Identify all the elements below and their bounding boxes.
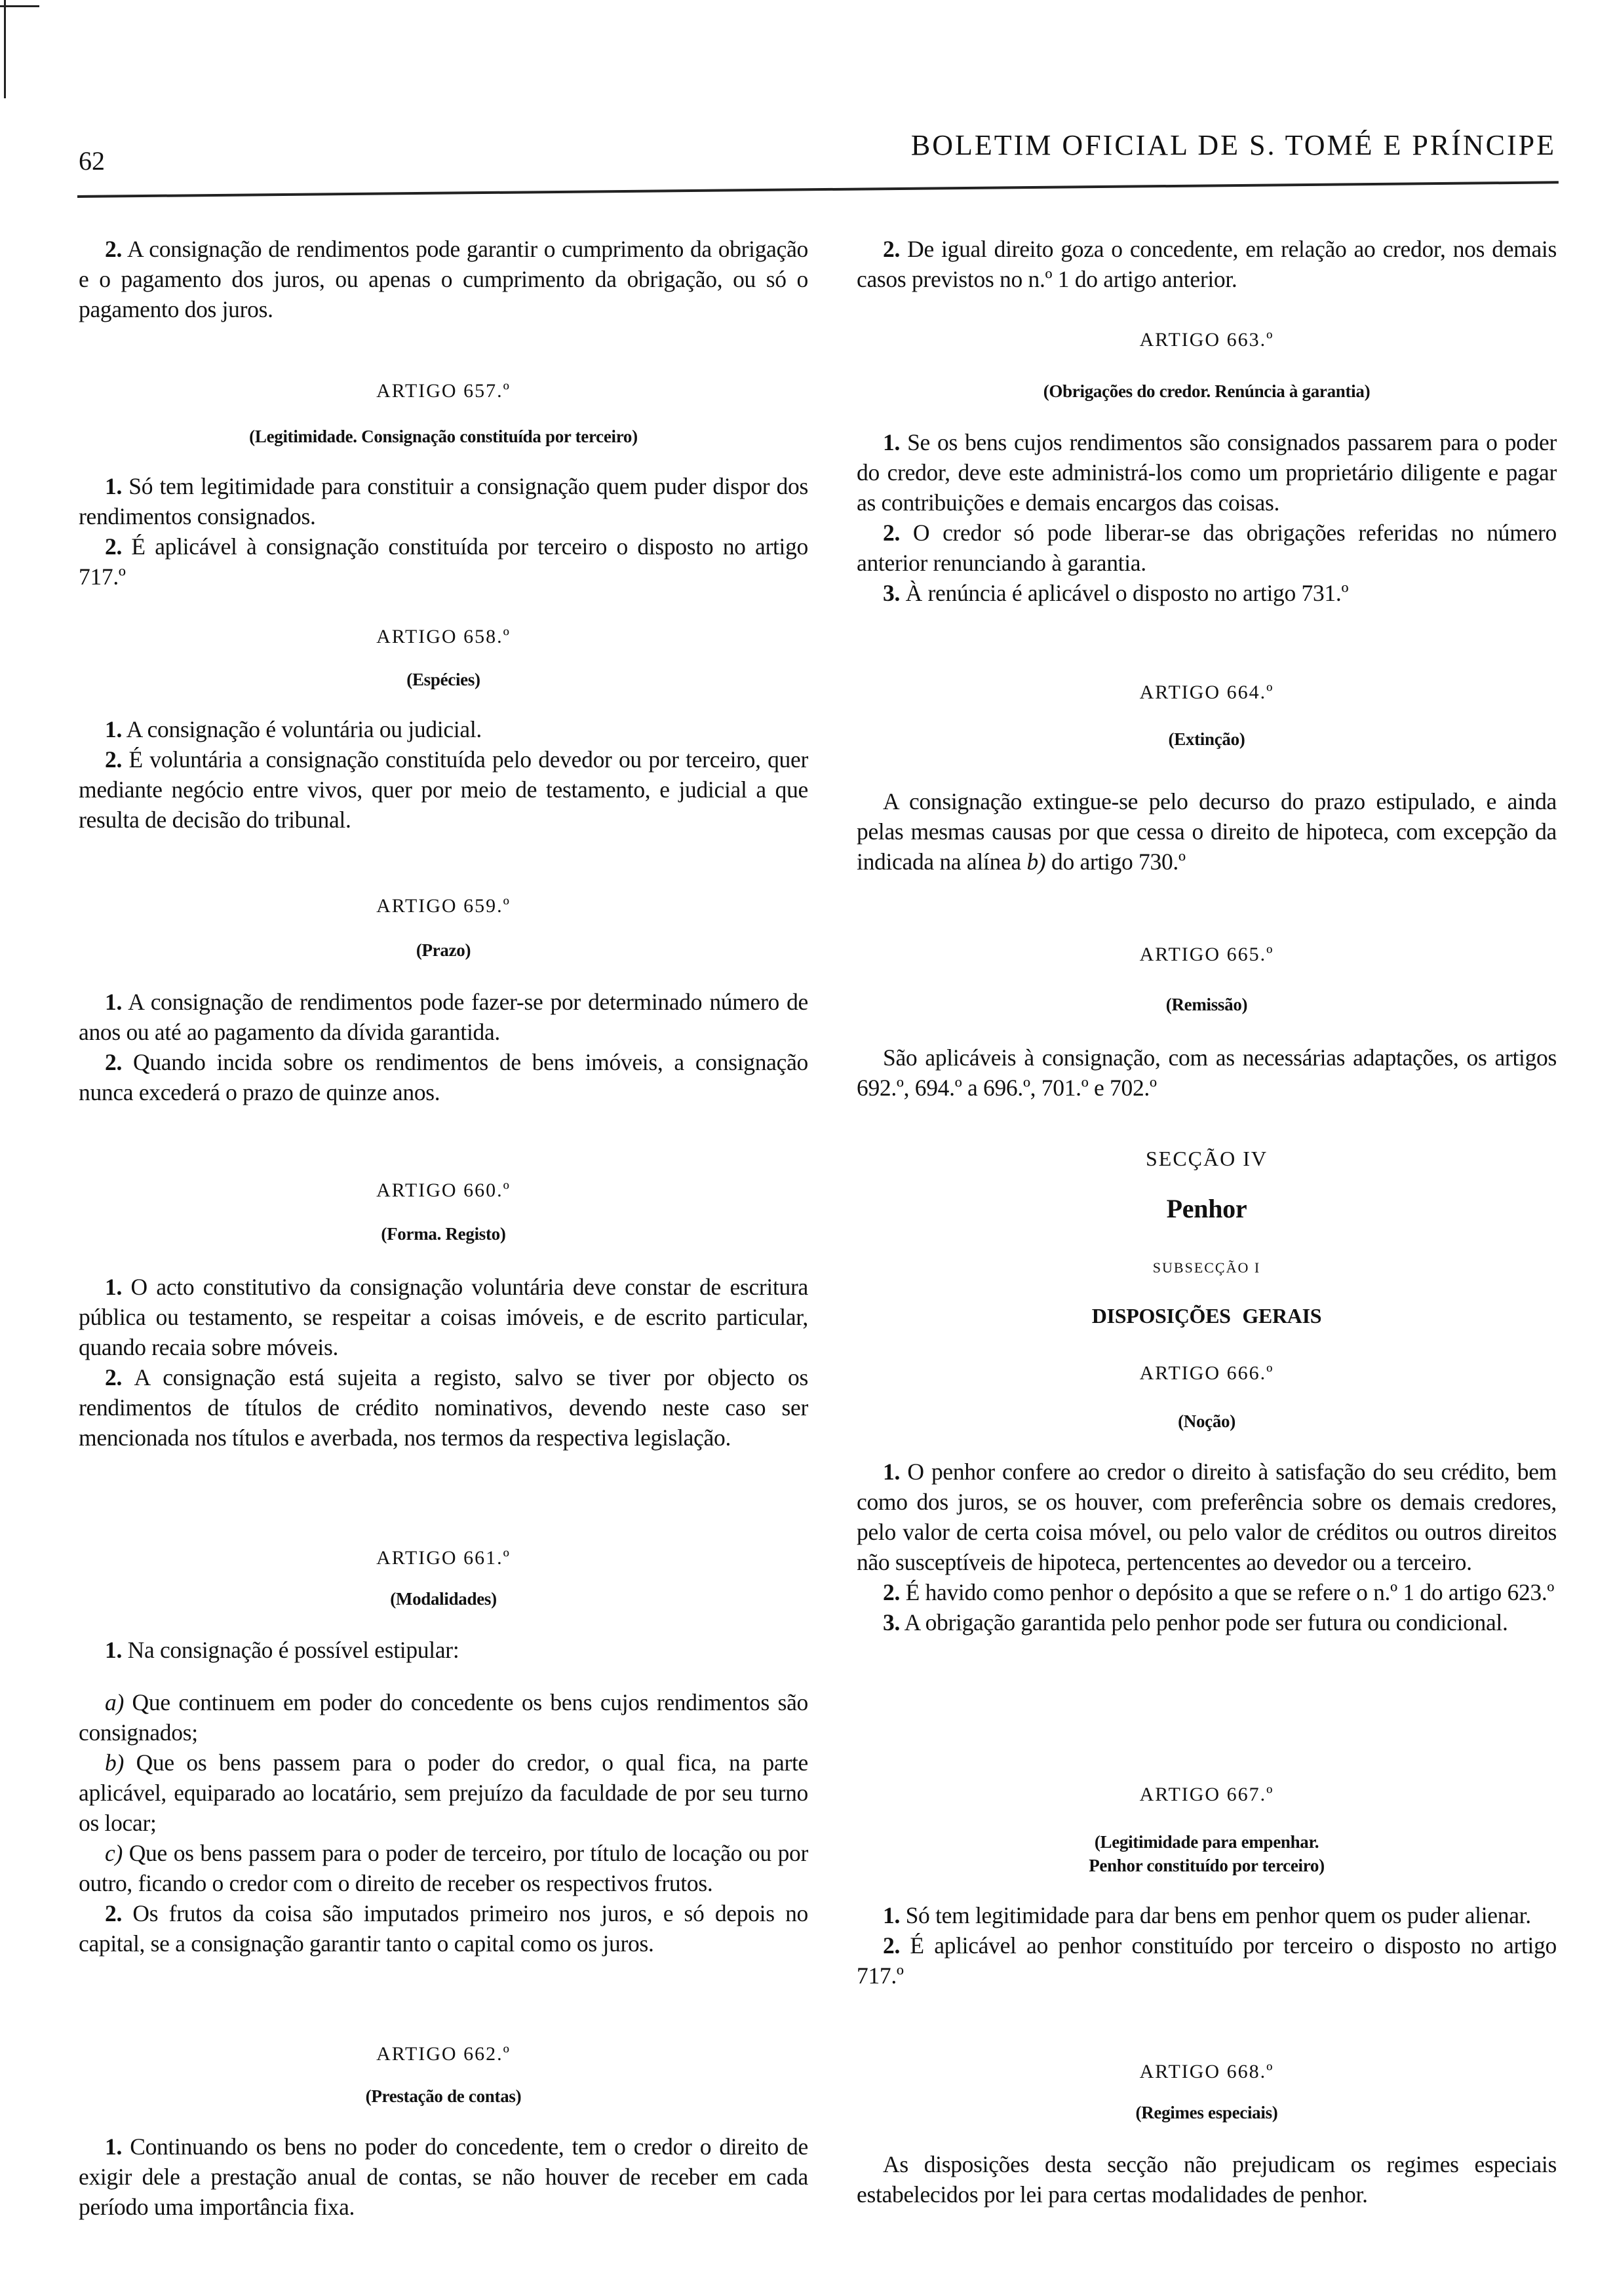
paragraph-text: É voluntária a consignação constituída pelo devedor ou por terceiro, quer mediante negócio entre vivos, quer por meio de testamento, e judicial a que resulta de decisão do tribunal. — [79, 746, 808, 833]
article-title: ARTIGO 663.º — [1139, 329, 1274, 351]
paragraph-number: 2. — [105, 533, 123, 560]
item-text: Que os bens passem para o poder do credor, o qual fica, na parte aplicável, equiparado ao locatário, sem prejuízo da faculdade de por seu turno os locar; — [79, 1750, 808, 1836]
paragraph-text: Só tem legitimidade para dar bens em penhor quem os puder alienar. — [900, 1902, 1531, 1928]
item-label: c) — [105, 1840, 123, 1866]
paragraph-number: 2. — [883, 1932, 901, 1959]
article-body — [79, 987, 808, 1107]
article-heading: (Remissão) — [1165, 995, 1248, 1014]
paragraph-number: 2. — [105, 236, 123, 262]
item-label: b) — [105, 1750, 124, 1776]
paragraph-number: 1. — [105, 473, 123, 499]
paragraph-text: As disposições desta secção não prejudicam os regimes especiais estabelecidos por lei para certas modalidades de penhor. — [857, 2151, 1557, 2208]
paragraph-text: O credor só pode liberar-se das obrigações referidas no número anterior renunciando à garantia. — [857, 520, 1557, 576]
paragraph-text: Continuando os bens no poder do concedente, tem o credor o direito de exigir dele a prestação anual de contas, se não houver de receber em cada período uma importância fixa. — [79, 2133, 808, 2220]
paragraph-text: É aplicável à consignação constituída por terceiro o disposto no artigo 717.º — [79, 533, 808, 590]
article-heading: (Obrigações do credor. Renúncia à garantia) — [1043, 381, 1371, 401]
paragraph-text: Na consignação é possível estipular: — [122, 1637, 459, 1663]
paragraph-number: 2. — [883, 1579, 901, 1605]
article-title: ARTIGO 667.º — [1139, 1784, 1274, 1805]
paragraph-text: É aplicável ao penhor constituído por terceiro o disposto no artigo 717.º — [857, 1932, 1557, 1989]
paragraph-text: O penhor confere ao credor o direito à satisfação do seu crédito, bem como dos juros, se os houver, com preferência sobre os demais credores, pelo valor de certa coisa móvel, ou pelo valor de créditos ou outros direitos não susceptíveis de hipoteca, pertencentes ao devedor ou a terceiro. — [857, 1459, 1557, 1575]
paragraph-text: A obrigação garantida pelo penhor pode ser futura ou condicional. — [900, 1609, 1508, 1636]
paragraph-text: São aplicáveis à consignação, com as necessárias adaptações, os artigos 692.º, 694.º a 696.º, 701.º e 702.º — [857, 1044, 1557, 1101]
section-label: SECÇÃO IV — [1145, 1147, 1268, 1170]
paragraph-number: 1. — [105, 2133, 123, 2160]
article-body — [857, 1457, 1557, 1637]
paragraph-text: É havido como penhor o depósito a que se refere o n.º 1 do artigo 623.º — [900, 1579, 1555, 1605]
article-body — [857, 427, 1557, 608]
article-heading: (Prestação de contas) — [365, 2086, 522, 2106]
page-number: 62 — [79, 146, 105, 176]
article-heading: (Forma. Registo) — [381, 1224, 506, 1244]
article-title: ARTIGO 657.º — [376, 380, 511, 402]
article-body — [857, 1900, 1557, 1991]
subsection-name: DISPOSIÇÕES GERAIS — [1091, 1304, 1322, 1328]
paragraph-text: A consignação é voluntária ou judicial. — [122, 716, 482, 742]
article-body — [79, 1272, 808, 1453]
article-title: ARTIGO 668.º — [1139, 2061, 1274, 2082]
article-body — [79, 714, 808, 835]
paragraph-text: Quando incida sobre os rendimentos de bens imóveis, a consignação nunca excederá o prazo de quinze anos. — [79, 1049, 808, 1105]
paragraph-number: 1. — [883, 429, 901, 455]
item-reference: b) — [1026, 849, 1046, 875]
item-label: a) — [105, 1689, 124, 1715]
article-title: ARTIGO 664.º — [1139, 681, 1274, 703]
scan-edge-mark — [0, 5, 39, 7]
item-text: Que continuem em poder do concedente os bens cujos rendimentos são consignados; — [79, 1689, 808, 1746]
paragraph-text: Os frutos da coisa são imputados primeiro nos juros, e só depois no capital, se a consignação garantir tanto o capital como os juros. — [79, 1900, 808, 1957]
paragraph-text: A consignação de rendimentos pode garantir o cumprimento da obrigação e o pagamento dos juros, ou apenas o cumprimento da obrigação, ou só o pagamento dos juros. — [79, 236, 808, 322]
paragraph-text: O acto constitutivo da consignação voluntária deve constar de escritura pública ou testamento, se respeitar a coisas imóveis, e de escrito particular, quando recaia sobre móveis. — [79, 1274, 808, 1360]
paragraph — [857, 234, 1557, 294]
paragraph-number: 1. — [105, 1274, 123, 1300]
item-text: Que os bens passem para o poder de terceiro, por título de locação ou por outro, ficando o credor com o direito de receber os respectivos frutos. — [79, 1840, 808, 1896]
article-heading-line: (Legitimidade para empenhar. — [1094, 1832, 1319, 1852]
article-body — [79, 1635, 808, 1959]
section-name: Penhor — [1166, 1194, 1247, 1223]
article-heading-line: Penhor constituído por terceiro) — [1089, 1856, 1325, 1875]
article-body — [79, 471, 808, 592]
article-heading: (Modalidades) — [390, 1589, 497, 1609]
paragraph-number: 3. — [883, 1609, 901, 1636]
subsection-label: SUBSECÇÃO I — [1152, 1259, 1261, 1276]
article-body — [79, 2132, 808, 2222]
article-heading: (Espécies) — [406, 670, 480, 689]
header-rule — [77, 181, 1559, 198]
article-title: ARTIGO 661.º — [376, 1547, 511, 1569]
paragraph-text: A consignação extingue-se pelo decurso do prazo estipulado, e ainda pelas mesmas causas por que cessa o direito de hipoteca, com excepção da indicada na alínea — [857, 788, 1557, 875]
article-body — [857, 786, 1557, 877]
article-heading: (Legitimidade. Consignação constituída por terceiro) — [249, 427, 638, 446]
paragraph — [79, 234, 808, 324]
paragraph-number: 1. — [883, 1902, 901, 1928]
paragraph-text: A consignação de rendimentos pode fazer-se por determinado número de anos ou até ao pagamento da dívida garantida. — [79, 989, 808, 1045]
article-body — [857, 2149, 1557, 2210]
paragraph-number: 2. — [883, 520, 901, 546]
paragraph-text: do artigo 730.º — [1045, 849, 1186, 875]
publication-title: BOLETIM OFICIAL DE S. TOMÉ E PRÍNCIPE — [910, 129, 1556, 161]
paragraph-text: A consignação está sujeita a registo, salvo se tiver por objecto os rendimentos de títulos de crédito nominativos, devendo neste caso ser mencionada nos títulos e averbada, nos termos da respectiva legislação. — [79, 1364, 808, 1451]
paragraph-number: 2. — [105, 746, 123, 773]
scan-edge-mark — [4, 0, 6, 98]
paragraph-number: 1. — [883, 1459, 901, 1485]
article-title: ARTIGO 659.º — [376, 895, 511, 917]
article-heading: (Extinção) — [1168, 729, 1245, 749]
paragraph-number: 1. — [105, 716, 123, 742]
paragraph-text: De igual direito goza o concedente, em relação ao credor, nos demais casos previstos no n.º 1 do artigo anterior. — [857, 236, 1557, 292]
paragraph-number: 2. — [105, 1900, 123, 1926]
article-title: ARTIGO 658.º — [376, 626, 511, 647]
article-body — [857, 1043, 1557, 1103]
paragraph-text: À renúncia é aplicável o disposto no artigo 731.º — [900, 580, 1349, 606]
paragraph-text: Só tem legitimidade para constituir a consignação quem puder dispor dos rendimentos consignados. — [79, 473, 808, 529]
article-title: ARTIGO 662.º — [376, 2043, 511, 2065]
paragraph-number: 2. — [105, 1049, 123, 1075]
paragraph-number: 2. — [105, 1364, 123, 1390]
paragraph-number: 1. — [105, 1637, 123, 1663]
article-heading: (Regimes especiais) — [1135, 2103, 1278, 2122]
paragraph-number: 3. — [883, 580, 901, 606]
article-title: ARTIGO 666.º — [1139, 1362, 1274, 1384]
paragraph-text: Se os bens cujos rendimentos são consignados passarem para o poder do credor, deve este administrá-los como um proprietário diligente e pagar as contribuições e demais encargos das coisas. — [857, 429, 1557, 516]
article-heading: (Prazo) — [416, 940, 471, 960]
article-heading: (Noção) — [1178, 1411, 1236, 1431]
paragraph-number: 1. — [105, 989, 123, 1015]
article-title: ARTIGO 665.º — [1139, 944, 1274, 965]
paragraph-number: 2. — [883, 236, 901, 262]
article-heading — [857, 1830, 1557, 1877]
article-title: ARTIGO 660.º — [376, 1179, 511, 1201]
